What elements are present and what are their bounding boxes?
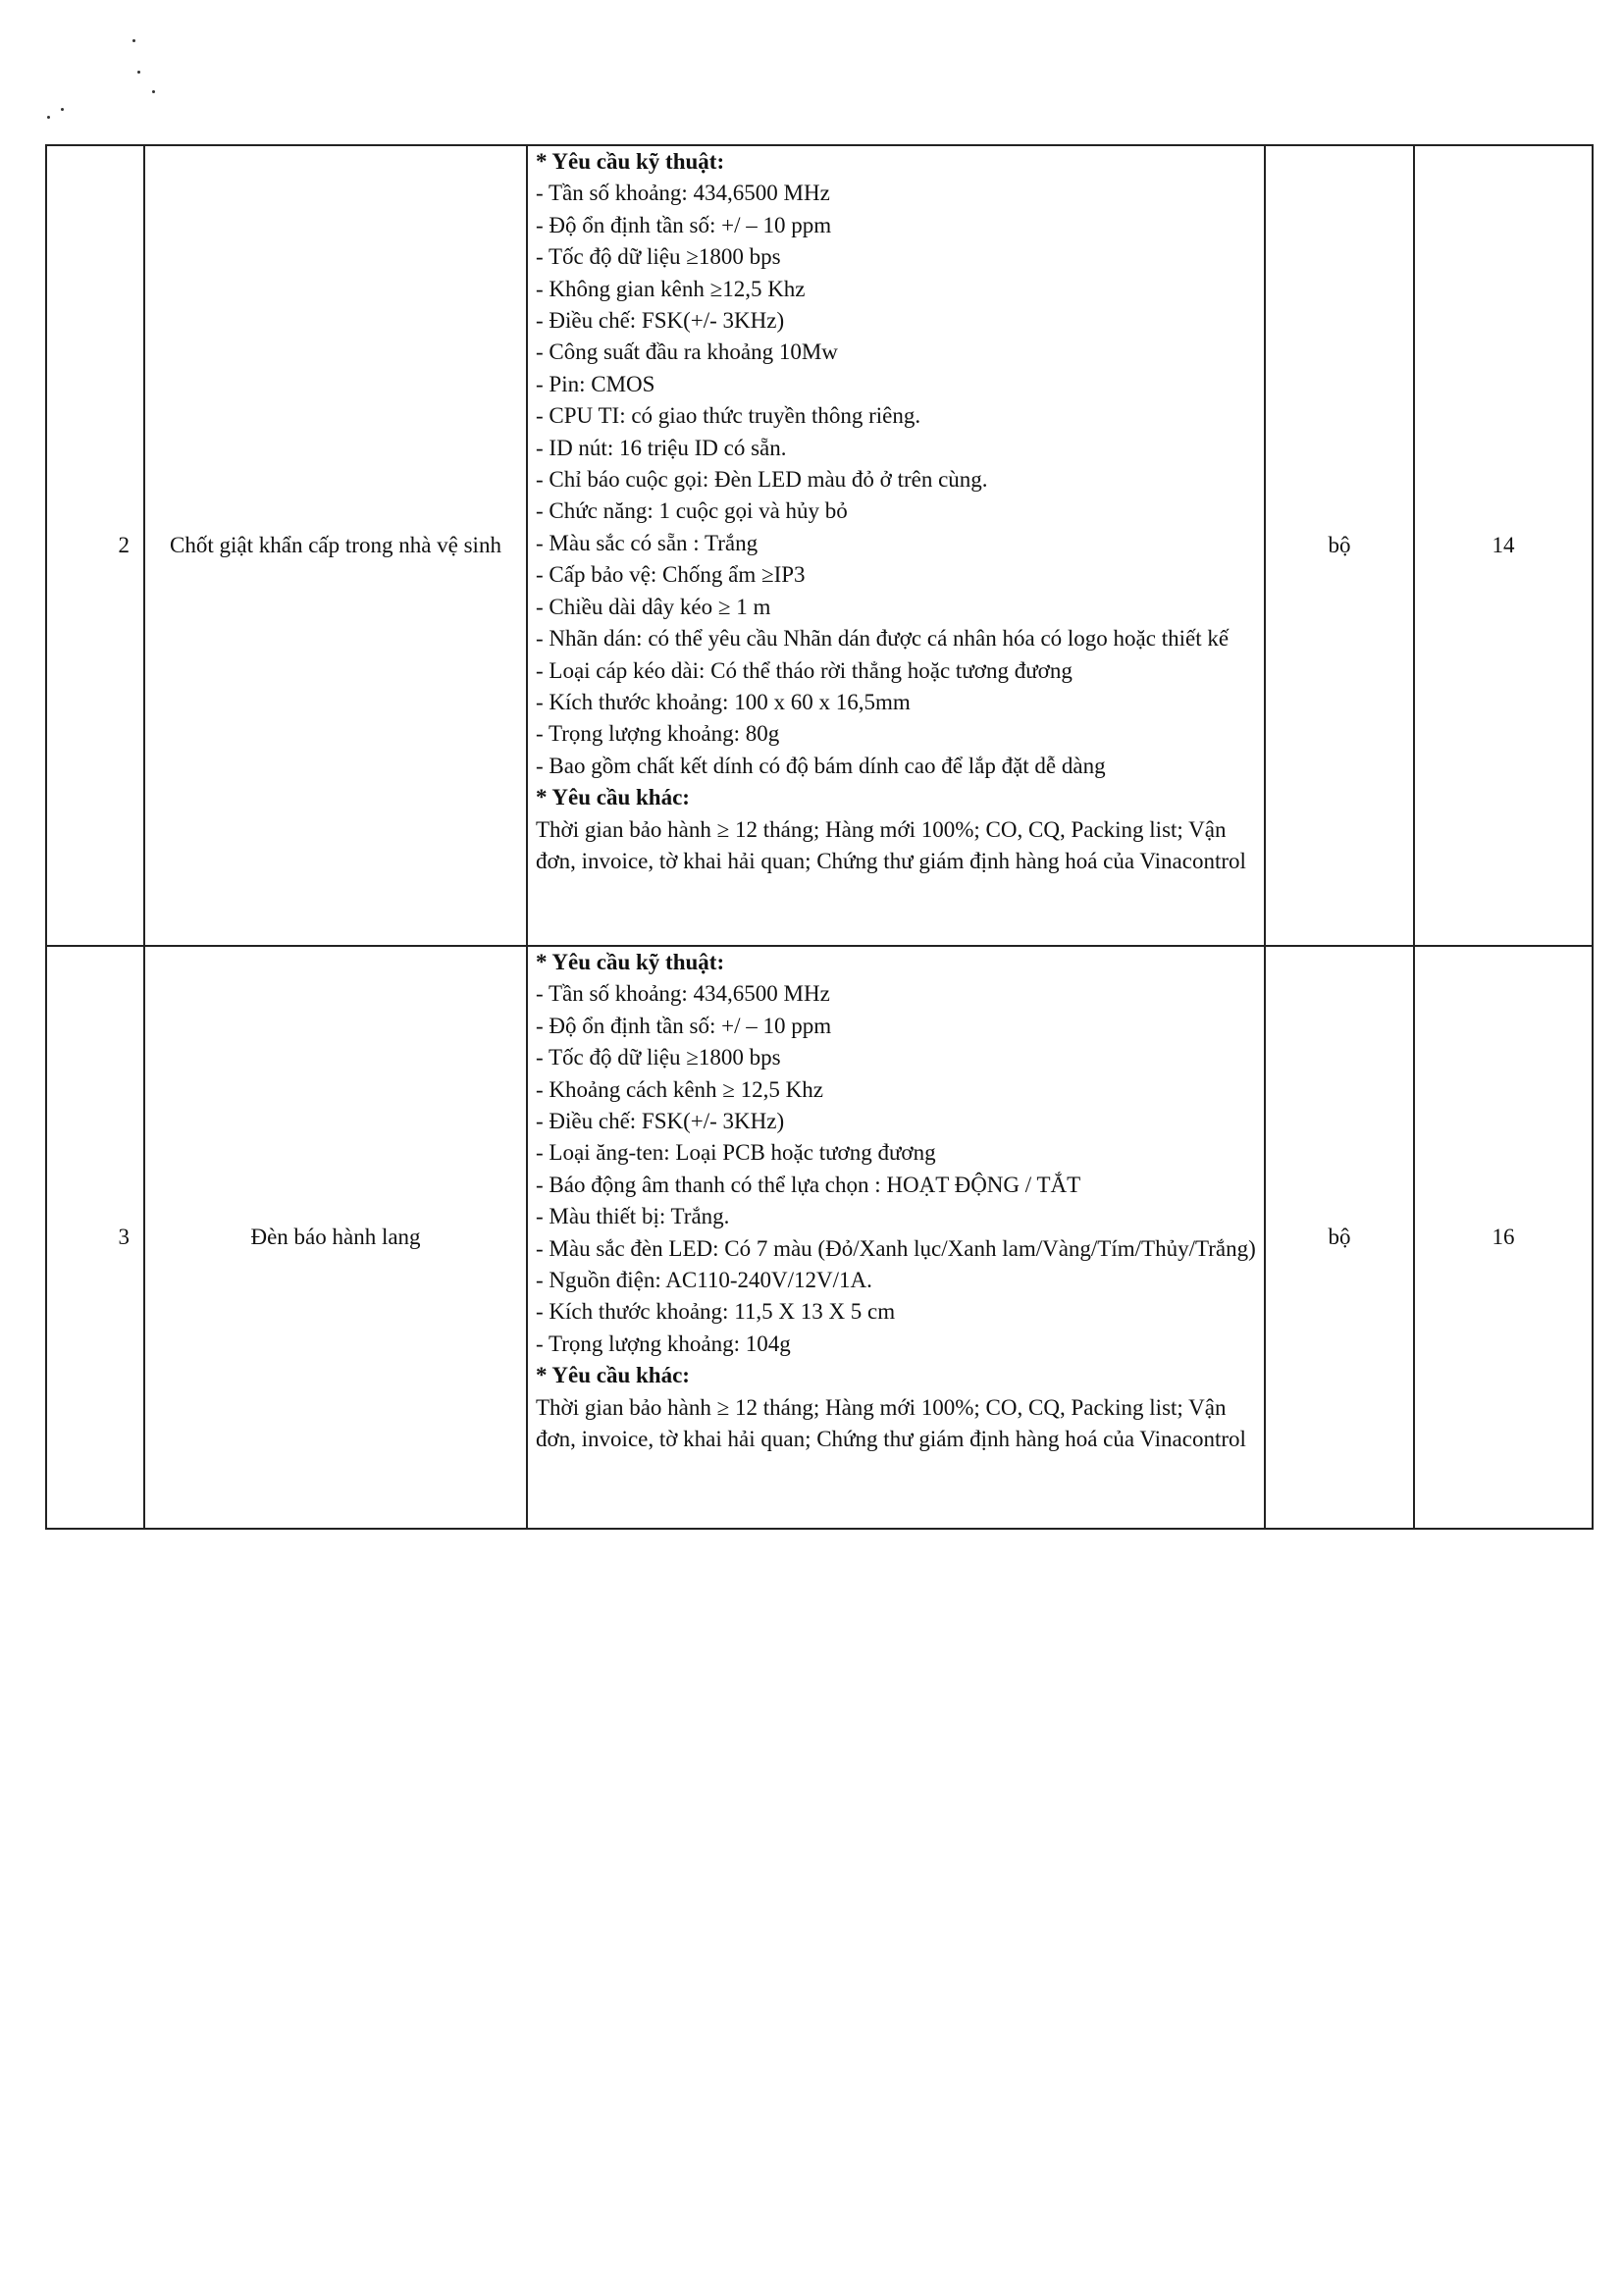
tech-line: - ID nút: 16 triệu ID có sẵn.: [536, 435, 787, 460]
tech-line: - Kích thước khoảng: 100 x 60 x 16,5mm: [536, 689, 911, 714]
item-spec: [527, 946, 1265, 1529]
item-unit: bộ: [1265, 145, 1414, 946]
spec-table: [45, 144, 1594, 1530]
item-quantity: 16: [1414, 946, 1593, 1529]
scan-mark: [152, 90, 155, 93]
tech-line: - Điều chế: FSK(+/- 3KHz): [536, 1109, 785, 1134]
tech-line: - Chức năng: 1 cuộc gọi và hủy bỏ: [536, 498, 848, 524]
row-number: 3: [46, 946, 144, 1529]
item-name: Đèn báo hành lang: [144, 946, 527, 1529]
tech-line: - Khoảng cách kênh ≥ 12,5 Khz: [536, 1076, 824, 1102]
tech-line: - Loại ăng-ten: Loại PCB hoặc tương đương: [536, 1140, 936, 1166]
item-name: Chốt giật khẩn cấp trong nhà vệ sinh: [144, 145, 527, 946]
tech-line: - Màu thiết bị: Trắng.: [536, 1204, 730, 1229]
tech-heading: * Yêu cầu kỹ thuật:: [536, 149, 725, 174]
scan-mark: [47, 116, 50, 119]
tech-line: - CPU TI: có giao thức truyền thông riêng.: [536, 403, 921, 429]
other-heading: * Yêu cầu khác:: [536, 785, 690, 810]
tech-line: - Độ ổn định tần số: +/ – 10 ppm: [536, 1013, 832, 1038]
tech-line: - Bao gồm chất kết dính có độ bám dính cao để lắp đặt dễ dàng: [536, 753, 1106, 778]
scan-mark: [137, 71, 140, 74]
row-number: 2: [46, 145, 144, 946]
other-heading: * Yêu cầu khác:: [536, 1363, 690, 1388]
tech-line: - Cấp bảo vệ: Chống ẩm ≥IP3: [536, 562, 806, 588]
tech-line: - Tần số khoảng: 434,6500 MHz: [536, 181, 830, 206]
tech-line: - Tốc độ dữ liệu ≥1800 bps: [536, 244, 781, 270]
tech-line: - Chỉ báo cuộc gọi: Đèn LED màu đỏ ở trên cùng.: [536, 467, 988, 493]
table-row: [46, 946, 1593, 1529]
other-text: Thời gian bảo hành ≥ 12 tháng; Hàng mới 100%; CO, CQ, Packing list; Vận đơn, invoice, tờ khai hải quan; Chứng thư giám định hàng hoá của Vinacontrol: [536, 816, 1246, 873]
item-unit: bộ: [1265, 946, 1414, 1529]
tech-line: - Tần số khoảng: 434,6500 MHz: [536, 981, 830, 1007]
other-text: Thời gian bảo hành ≥ 12 tháng; Hàng mới 100%; CO, CQ, Packing list; Vận đơn, invoice, tờ khai hải quan; Chứng thư giám định hàng hoá của Vinacontrol: [536, 1394, 1246, 1452]
tech-line: - Pin: CMOS: [536, 371, 655, 396]
tech-line: - Trọng lượng khoảng: 104g: [536, 1331, 791, 1356]
tech-line: - Nguồn điện: AC110-240V/12V/1A.: [536, 1268, 872, 1293]
tech-line: - Điều chế: FSK(+/- 3KHz): [536, 308, 785, 334]
tech-line: - Màu sắc đèn LED: Có 7 màu (Đỏ/Xanh lục/Xanh lam/Vàng/Tím/Thủy/Trắng): [536, 1235, 1256, 1261]
table-row: [46, 145, 1593, 946]
scan-mark: [61, 108, 64, 111]
tech-line: - Tốc độ dữ liệu ≥1800 bps: [536, 1045, 781, 1070]
tech-line: - Nhãn dán: có thể yêu cầu Nhãn dán được cá nhân hóa có logo hoặc thiết kế: [536, 626, 1230, 652]
tech-line: - Công suất đầu ra khoảng 10Mw: [536, 339, 838, 365]
tech-line: - Màu sắc có sẵn : Trắng: [536, 530, 759, 555]
tech-line: - Không gian kênh ≥12,5 Khz: [536, 276, 806, 301]
scan-mark: [132, 39, 135, 42]
tech-line: - Kích thước khoảng: 11,5 X 13 X 5 cm: [536, 1299, 896, 1325]
tech-line: - Độ ổn định tần số: +/ – 10 ppm: [536, 212, 832, 237]
tech-line: - Trọng lượng khoảng: 80g: [536, 721, 780, 747]
tech-heading: * Yêu cầu kỹ thuật:: [536, 950, 725, 974]
item-spec: [527, 145, 1265, 946]
tech-line: - Báo động âm thanh có thể lựa chọn : HOẠT ĐỘNG / TẮT: [536, 1172, 1081, 1197]
tech-line: - Loại cáp kéo dài: Có thể tháo rời thẳng hoặc tương đương: [536, 657, 1073, 683]
tech-line: - Chiều dài dây kéo ≥ 1 m: [536, 594, 771, 619]
item-quantity: 14: [1414, 145, 1593, 946]
